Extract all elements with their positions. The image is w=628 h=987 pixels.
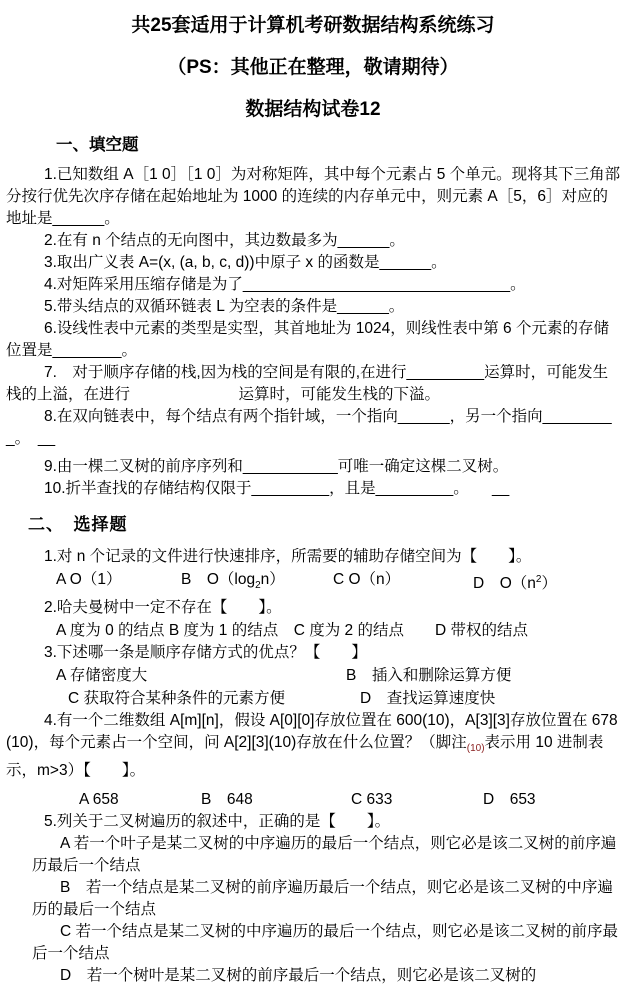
fill-question-6: 6.设线性表中元素的类型是实型，其首地址为 1024，则线性表中第 6 个元素的存储位置是________。 [6, 320, 609, 359]
fill-question-10: 10.折半查找的存储结构仅限于_________，且是_________。 __ [44, 480, 510, 497]
choice-q5-option-d: D 若一个树叶是某二叉树的前序最后一个结点，则它必是该二叉树的 [60, 967, 537, 985]
paper-title: 数据结构试卷12 [245, 99, 381, 120]
fill-question-4: 4.对矩阵采用压缩存储是为了_______________________________。 [44, 276, 526, 293]
choice-q4-option-b: B 648 [201, 791, 253, 809]
section-choice-heading: 二、 选择题 [28, 515, 128, 534]
choice-q5-option-a: A 若一个叶子是某二叉树的中序遍历的最后一个结点，则它必是该二叉树的前序遍历最后一个结点 [32, 835, 617, 875]
choice-q4-stem-text: 4.有一个二维数组 A[m][n]，假设 A[0][0]存放位置在 600(10)，A[3][3]存放位置在 678(10)，每个元素占一个空间，问 A[2][3](10)存放在什么位置？（脚注 [6, 712, 618, 752]
fill-question-5: 5.带头结点的双循环链表 L 为空表的条件是______。 [44, 298, 405, 315]
choice-q4-stem-text-end: 表示用 10 进制表示，m>3）【 】。 [6, 734, 604, 780]
choice-q2-options-line: A 度为 0 的结点 B 度为 1 的结点 C 度为 2 的结点 D 带权的结点 [56, 622, 528, 640]
choice-q4-option-c: C 633 [351, 791, 393, 809]
doc-title: 共25套适用于计算机考研数据结构系统练习 [131, 15, 495, 36]
choice-q4-option-a: A 658 [79, 791, 119, 809]
choice-q3-option-b: B 插入和删除运算方便 [346, 667, 512, 685]
fill-question-2: 2.在有 n 个结点的无向图中，其边数最多为______。 [44, 232, 405, 249]
squared-superscript: 2 [535, 574, 542, 585]
choice-q4-option-d: D 653 [483, 791, 536, 809]
choice-q5-option-b: B 若一个结点是某二叉树的前序遍历最后一个结点，则它必是该二叉树的中序遍历的最后一个结点 [32, 879, 613, 919]
choice-q2-options [4, 619, 622, 642]
choice-q4-stem [4, 710, 622, 782]
fill-question-9: 9.由一棵二叉树的前序序列和___________可唯一确定这棵二叉树。 [44, 458, 509, 475]
choice-q3-stem: 3.下述哪一条是顺序存储方式的优点？【 】 [44, 644, 367, 662]
doc-subtitle: （PS：其他正在整理，敬请期待） [167, 57, 459, 78]
fill-question-8: 8.在双向链表中，每个结点有两个指针域，一个指向______，另一个指向_________。 __ [6, 408, 612, 447]
choice-q3-option-c: C 获取符合某种条件的元素方便 [68, 690, 286, 708]
fill-question-7: 7. 对于顺序存储的栈,因为栈的空间是有限的,在进行_________运算时，可能发生栈的上溢，在进行 运算时，可能发生栈的下溢。 [6, 364, 609, 403]
section-fill-heading: 一、填空题 [56, 136, 139, 154]
choice-q2-stem: 2.哈夫曼树中一定不存在【 】。 [44, 599, 282, 617]
fill-question-3: 3.取出广义表 A=(x, (a, b, c, d))中原子 x 的函数是______。 [44, 254, 447, 271]
choice-q1-option-c: C O（n） [333, 571, 401, 588]
choice-q1-stem: 1.对 n 个记录的文件进行快速排序，所需要的辅助存储空间为【 】。 [44, 548, 532, 565]
choice-q3-option-a: A 存储密度大 [56, 667, 148, 685]
option-b-text: B O（log [181, 571, 256, 588]
choice-q1-option-b [181, 568, 333, 597]
option-d-text-end: ） [541, 575, 557, 593]
choice-q5-stem: 5.列关于二叉树遍历的叙述中，正确的是【 】。 [44, 813, 391, 831]
choice-q3-option-d: D 查找运算速度快 [360, 690, 496, 708]
choice-q4-options [4, 788, 622, 811]
choice-q5-option-c: C 若一个结点是某二叉树的中序遍历的最后一个结点，则它必是该二叉树的前序最后一个结点 [32, 923, 619, 963]
choice-q3-options-row2 [4, 687, 622, 710]
option-b-text-end: n） [260, 571, 285, 588]
footnote-reference: (10) [466, 743, 485, 755]
log-subscript: 2 [255, 580, 261, 592]
choice-q1-option-a: A O（1） [56, 571, 122, 588]
choice-q1-options [4, 568, 622, 597]
option-d-text: D O（n [473, 575, 536, 593]
fill-question-1: 1.已知数组 A［1 0］［1 0］为对称矩阵，其中每个元素占 5 个单元。现将其下三角部分按行优先次序存储在起始地址为 1000 的连续的内存单元中，则元素 A［5，6］对应的地址是______。 [6, 166, 621, 227]
choice-q1-option-d [473, 568, 557, 597]
choice-q3-options-row1 [4, 664, 622, 687]
